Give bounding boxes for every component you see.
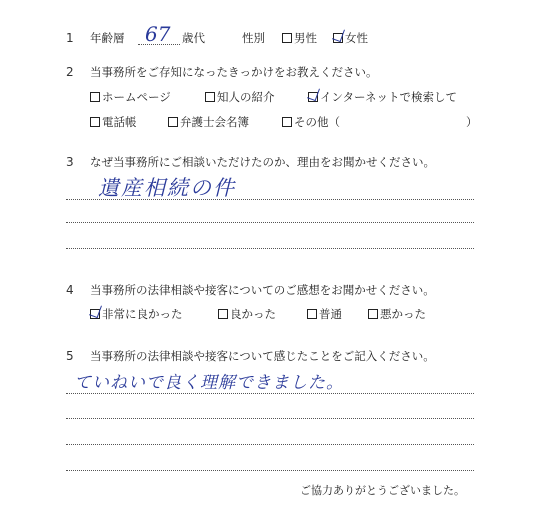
q5-question: 当事務所の法律相談や接客について感じたことをご記入ください。	[90, 349, 435, 363]
checkbox-average[interactable]	[307, 309, 317, 319]
other-close-paren: ）	[466, 115, 478, 129]
checkbox-internet[interactable]	[308, 92, 318, 102]
checkbox-female[interactable]	[333, 33, 343, 43]
q2-option-bar-directory-label: 弁護士会名簿	[180, 115, 249, 129]
age-underline	[138, 44, 180, 45]
gender-option-female-label: 女性	[345, 31, 368, 45]
q5-answer[interactable]: ていねいで良く理解できました。	[74, 373, 344, 393]
q4-option-good-label: 良かった	[230, 307, 276, 321]
q5-answer-line	[66, 418, 474, 419]
gender-option-female[interactable]	[333, 30, 368, 46]
checkbox-other[interactable]	[282, 117, 292, 127]
q5-number: 5	[66, 349, 74, 363]
gender-label: 性別	[242, 31, 265, 45]
q2-question: 当事務所をご存知になったきっかけをお教えください。	[90, 65, 378, 79]
q4-option-good[interactable]	[218, 306, 276, 322]
age-value[interactable]: 67	[145, 22, 171, 46]
age-suffix: 歳代	[182, 31, 205, 45]
q2-option-other-label: その他（	[294, 115, 340, 129]
checkbox-bad[interactable]	[368, 309, 378, 319]
checkbox-referral[interactable]	[205, 92, 215, 102]
checkbox-phonebook[interactable]	[90, 117, 100, 127]
q5-answer-line	[66, 470, 474, 471]
q4-number: 4	[66, 283, 74, 297]
checkbox-male[interactable]	[282, 33, 292, 43]
q2-number: 2	[66, 65, 74, 79]
q4-option-bad-label: 悪かった	[380, 307, 426, 321]
q1-number: 1	[66, 31, 74, 45]
q3-answer-line	[66, 199, 474, 200]
q5-answer-line	[66, 444, 474, 445]
checkbox-homepage[interactable]	[90, 92, 100, 102]
q2-option-other[interactable]	[282, 114, 340, 130]
q4-option-very-good[interactable]	[90, 306, 183, 322]
q2-option-internet[interactable]	[308, 89, 457, 105]
q3-number: 3	[66, 155, 74, 169]
q2-option-referral[interactable]	[205, 89, 275, 105]
q4-option-bad[interactable]	[368, 306, 426, 322]
q2-option-internet-label: インターネットで検索して	[320, 90, 457, 104]
q3-answer[interactable]: 遺産相続の件	[98, 176, 236, 200]
q4-option-average[interactable]	[307, 306, 342, 322]
footer-thanks: ご協力ありがとうございました。	[300, 484, 465, 497]
q4-option-average-label: 普通	[319, 307, 342, 321]
q2-option-referral-label: 知人の紹介	[217, 90, 275, 104]
q2-option-phonebook-label: 電話帳	[102, 115, 137, 129]
age-label: 年齢層	[90, 31, 125, 45]
q3-answer-line	[66, 248, 474, 249]
q4-option-very-good-label: 非常に良かった	[102, 307, 183, 321]
checkbox-very-good[interactable]	[90, 309, 100, 319]
q2-option-phonebook[interactable]	[90, 114, 137, 130]
checkbox-good[interactable]	[218, 309, 228, 319]
q5-answer-line	[66, 393, 474, 394]
q2-option-bar-directory[interactable]	[168, 114, 249, 130]
checkbox-bar-directory[interactable]	[168, 117, 178, 127]
q2-option-homepage[interactable]	[90, 89, 171, 105]
q3-answer-line	[66, 222, 474, 223]
q3-question: なぜ当事務所にご相談いただけたのか、理由をお聞かせください。	[90, 155, 435, 169]
gender-option-male[interactable]	[282, 30, 317, 46]
gender-option-male-label: 男性	[294, 31, 317, 45]
q2-option-homepage-label: ホームページ	[102, 90, 171, 104]
q4-question: 当事務所の法律相談や接客についてのご感想をお聞かせください。	[90, 283, 435, 297]
